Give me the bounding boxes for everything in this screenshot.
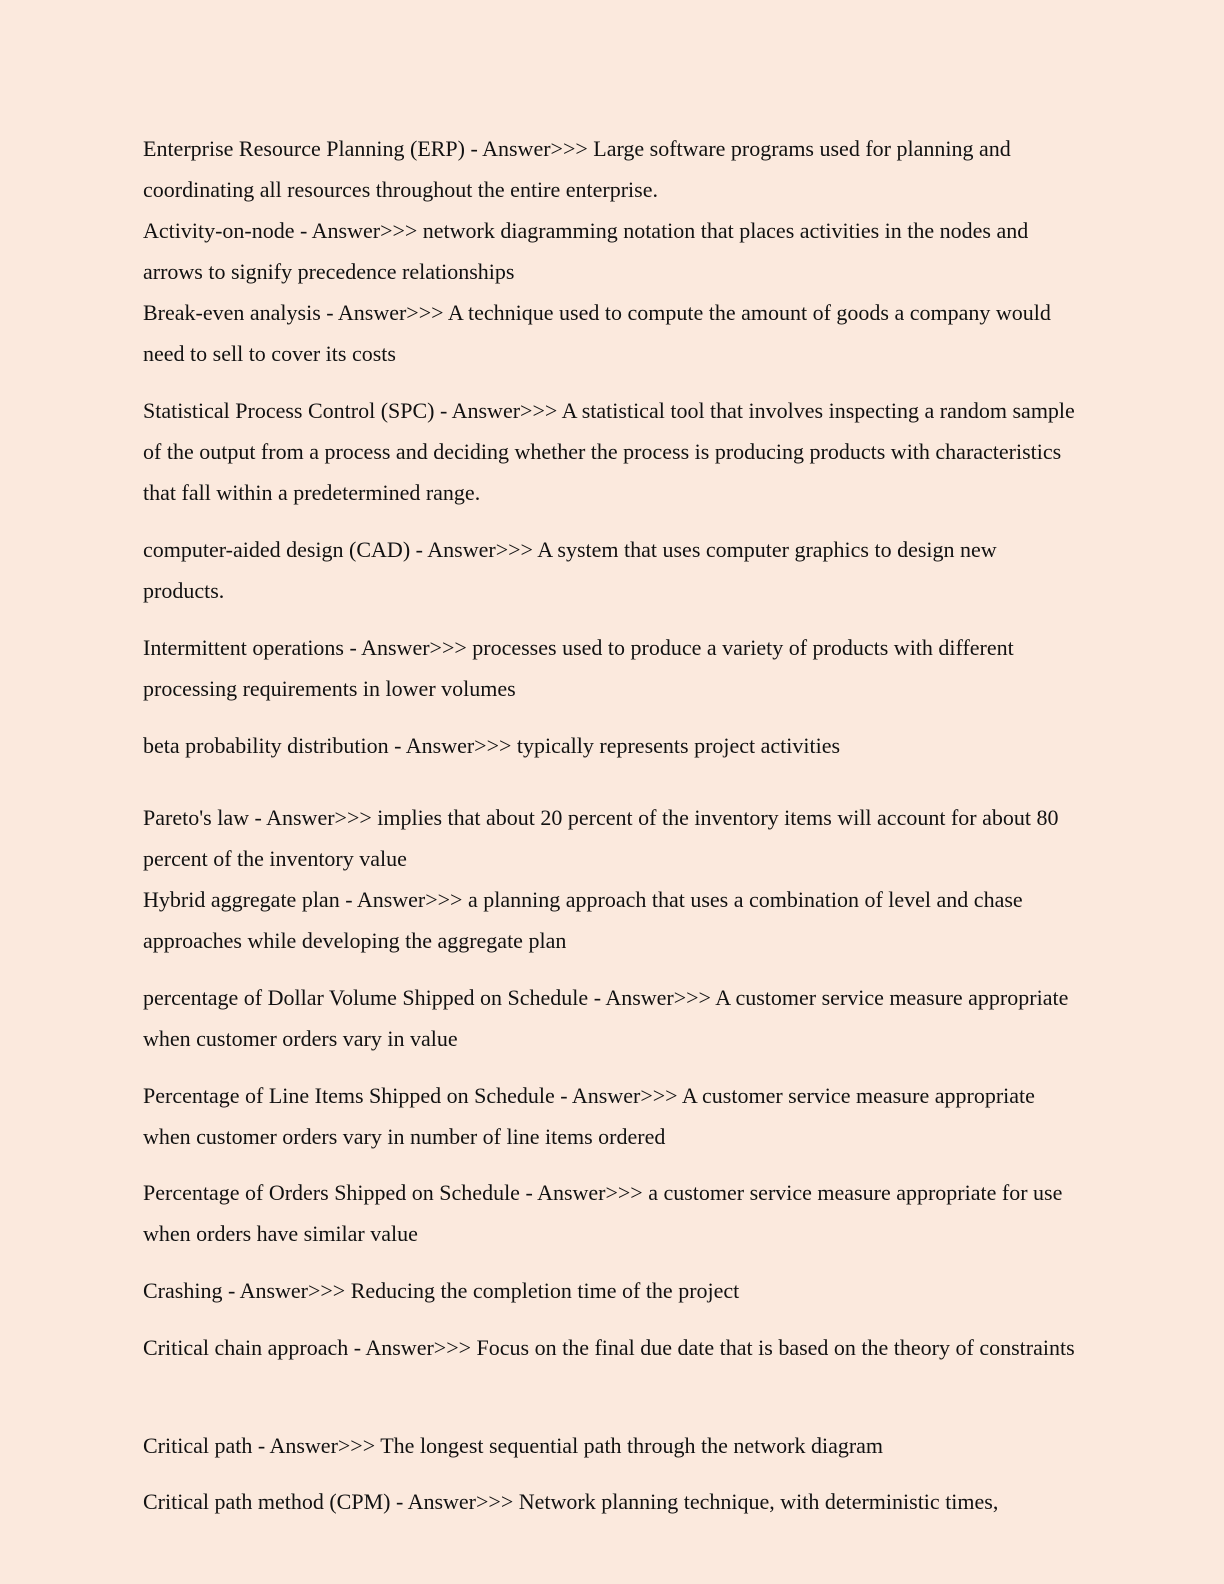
entry-term: beta probability distribution: [143, 733, 389, 758]
entry-paretos-law: [143, 797, 1083, 879]
entry-cpm: [143, 1481, 1083, 1522]
entry-separator: - Answer>>>: [222, 1278, 351, 1303]
entry-critical-path: [143, 1425, 1083, 1466]
entry-definition: Large software programs used for planning and coordinating all resources throughout the entire enterprise.: [143, 136, 1011, 202]
entry-term: computer-aided design (CAD): [143, 537, 411, 562]
entry-separator: - Answer>>>: [252, 1433, 381, 1458]
entry-term: Critical chain approach: [143, 1335, 349, 1360]
entry-definition: Reducing the completion time of the project: [350, 1278, 740, 1303]
entry-definition: typically represents project activities: [516, 733, 841, 758]
entry-definition: implies that about 20 percent of the inventory items will account for about 80 percent of the inventory value: [143, 805, 1059, 871]
entry-separator: - Answer>>>: [390, 1489, 519, 1514]
entry-definition: processes used to produce a variety of products with different processing requirements in lower volumes: [143, 635, 1014, 701]
entry-definition: Focus on the final due date that is based on the theory of constraints: [476, 1335, 1075, 1360]
entry-term: Percentage of Orders Shipped on Schedule: [143, 1180, 520, 1205]
entry-term: Percentage of Line Items Shipped on Schedule: [143, 1083, 555, 1108]
entry-intermittent-operations: [143, 627, 1083, 709]
entry-hybrid-aggregate-plan: [143, 879, 1083, 961]
entry-definition: a planning approach that uses a combination of level and chase approaches while developing the aggregate plan: [143, 887, 1023, 953]
entry-activity-on-node: [143, 210, 1083, 292]
entry-definition: Network planning technique, with deterministic times,: [518, 1489, 999, 1514]
entry-definition: The longest sequential path through the network diagram: [380, 1433, 884, 1458]
entry-definition: A customer service measure appropriate when customer orders vary in value: [143, 985, 1069, 1051]
entry-definition: a customer service measure appropriate for use when orders have similar value: [143, 1180, 1063, 1246]
entry-definition: A customer service measure appropriate when customer orders vary in number of line items ordered: [143, 1083, 1035, 1149]
entry-separator: - Answer>>>: [465, 136, 594, 161]
entry-term: Pareto's law: [143, 805, 249, 830]
entry-beta-probability-distribution: [143, 725, 1083, 766]
entry-crashing: [143, 1270, 1083, 1311]
entry-cad: [143, 529, 1083, 611]
entry-separator: - Answer>>>: [344, 635, 473, 660]
entry-term: Break-even analysis: [143, 300, 321, 325]
entry-term: Crashing: [143, 1278, 223, 1303]
entry-term: Critical path: [143, 1433, 253, 1458]
entry-term: Statistical Process Control (SPC): [143, 398, 435, 423]
entry-line-items-shipped: [143, 1075, 1083, 1157]
entry-definition: A statistical tool that involves inspecting a random sample of the output from a process and deciding whether the process is producing products with characteristics that fall within a predetermined range.: [143, 398, 1075, 505]
entry-separator: - Answer>>>: [320, 300, 448, 325]
entry-term: Critical path method (CPM): [143, 1489, 391, 1514]
entry-term: Activity-on-node: [143, 218, 295, 243]
entry-separator: - Answer>>>: [588, 985, 716, 1010]
entry-erp: [143, 128, 1083, 210]
entry-separator: - Answer>>>: [249, 805, 378, 830]
entry-break-even-analysis: [143, 292, 1083, 374]
entry-term: percentage of Dollar Volume Shipped on Schedule: [143, 985, 589, 1010]
entry-orders-shipped: [143, 1172, 1083, 1254]
entry-term: Hybrid aggregate plan: [143, 887, 340, 912]
entry-separator: - Answer>>>: [348, 1335, 477, 1360]
entry-term: Intermittent operations: [143, 635, 344, 660]
entry-separator: - Answer>>>: [554, 1083, 682, 1108]
entry-separator: - Answer>>>: [519, 1180, 649, 1205]
entry-separator: - Answer>>>: [388, 733, 517, 758]
entry-separator: - Answer>>>: [434, 398, 562, 423]
entry-separator: - Answer>>>: [294, 218, 423, 243]
entry-dollar-volume-shipped: [143, 977, 1083, 1059]
entry-critical-chain-approach: [143, 1327, 1083, 1368]
entry-definition: network diagramming notation that places activities in the nodes and arrows to signify precedence relationships: [143, 218, 1029, 284]
entry-spc: [143, 390, 1083, 513]
entry-definition: A system that uses computer graphics to design new products.: [143, 537, 997, 603]
entry-separator: - Answer>>>: [410, 537, 538, 562]
entry-separator: - Answer>>>: [339, 887, 468, 912]
entry-term: Enterprise Resource Planning (ERP): [143, 136, 465, 161]
entry-definition: A technique used to compute the amount of goods a company would need to sell to cover its costs: [143, 300, 1051, 366]
